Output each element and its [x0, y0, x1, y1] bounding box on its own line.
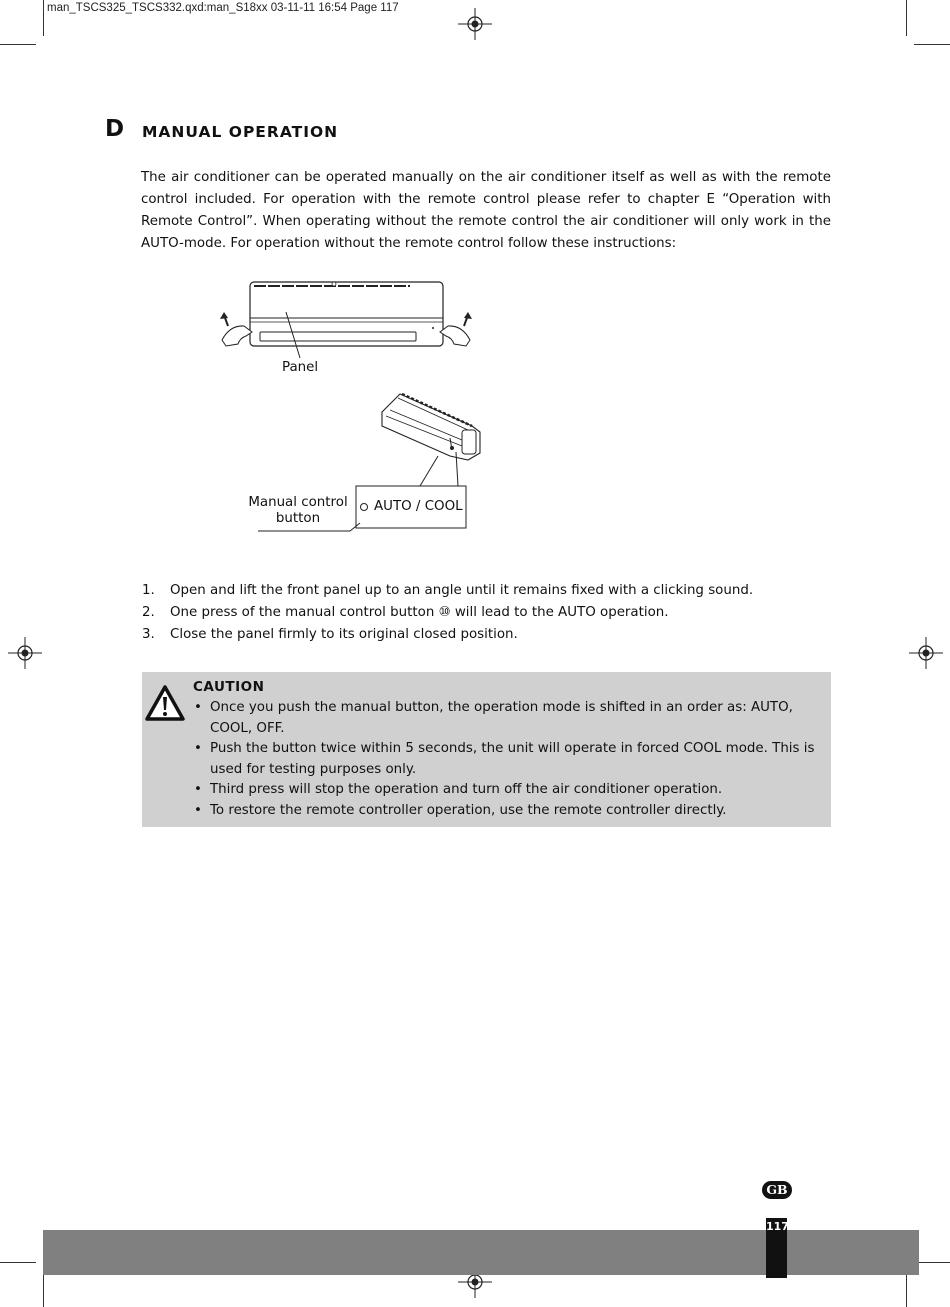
step-number: 3. — [142, 627, 155, 642]
caution-box — [142, 672, 831, 827]
intro-paragraph: The air conditioner can be operated manually on the air conditioner itself as well as with the remote control included. For operation with the remote control please refer to chapter E “Operation with Remote Control”. When operating without the remote control the air conditioner will only work in the AUTO-mode. For operation without the remote control follow these instructions: — [141, 170, 831, 251]
registration-mark-icon — [8, 637, 42, 669]
step-number: 2. — [142, 605, 155, 620]
caution-item: • Push the button twice within 5 seconds, the unit will operate in forced COOL mode. This is used for testing purposes only. — [193, 739, 825, 780]
caution-item: • To restore the remote controller operation, use the remote controller directly. — [193, 801, 825, 822]
auto-cool-caption: AUTO / COOL — [374, 499, 463, 514]
step-item — [141, 624, 841, 646]
footer-bar — [43, 1230, 919, 1275]
warning-triangle-icon — [144, 684, 186, 722]
section-title: MANUAL OPERATION — [142, 123, 339, 141]
manual-operation-figure — [200, 270, 520, 540]
caution-title: CAUTION — [193, 679, 265, 695]
registration-mark-icon — [458, 8, 492, 40]
caution-item: • Once you push the manual button, the operation mode is shifted in an order as: AUTO, COOL, OFF. — [193, 698, 825, 739]
step-item — [141, 580, 841, 602]
caution-list — [193, 698, 825, 821]
step-text: Close the panel firmly to its original closed position. — [170, 627, 518, 642]
step-text: Open and lift the front panel up to an angle until it remains fixed with a clicking sound. — [170, 583, 754, 598]
manual-control-label-line1: Manual control — [248, 495, 348, 510]
steps-list — [141, 580, 841, 646]
section-letter: D — [105, 116, 125, 142]
crop-mark — [0, 1262, 36, 1263]
crop-mark — [0, 44, 36, 45]
manual-control-label-line2: button — [275, 511, 321, 526]
step-number: 1. — [142, 583, 155, 598]
print-slug: man_TSCS325_TSCS332.qxd:man_S18xx 03-11-11 16:54 Page 117 — [47, 2, 399, 14]
crop-mark — [43, 0, 44, 36]
crop-mark — [43, 1272, 44, 1307]
crop-mark — [906, 0, 907, 36]
crop-mark — [914, 44, 950, 45]
registration-mark-icon — [909, 637, 943, 669]
page-number: 117 — [766, 1220, 789, 1233]
step-item — [141, 602, 841, 624]
caution-item: • Third press will stop the operation and turn off the air conditioner operation. — [193, 780, 825, 801]
language-badge: GB — [762, 1181, 792, 1199]
crop-mark — [906, 1272, 907, 1307]
crop-mark — [914, 1262, 950, 1263]
panel-label: Panel — [282, 360, 319, 375]
manual-control-label — [246, 495, 350, 527]
step-text: One press of the manual control button ⑩ will lead to the AUTO operation. — [170, 605, 669, 620]
